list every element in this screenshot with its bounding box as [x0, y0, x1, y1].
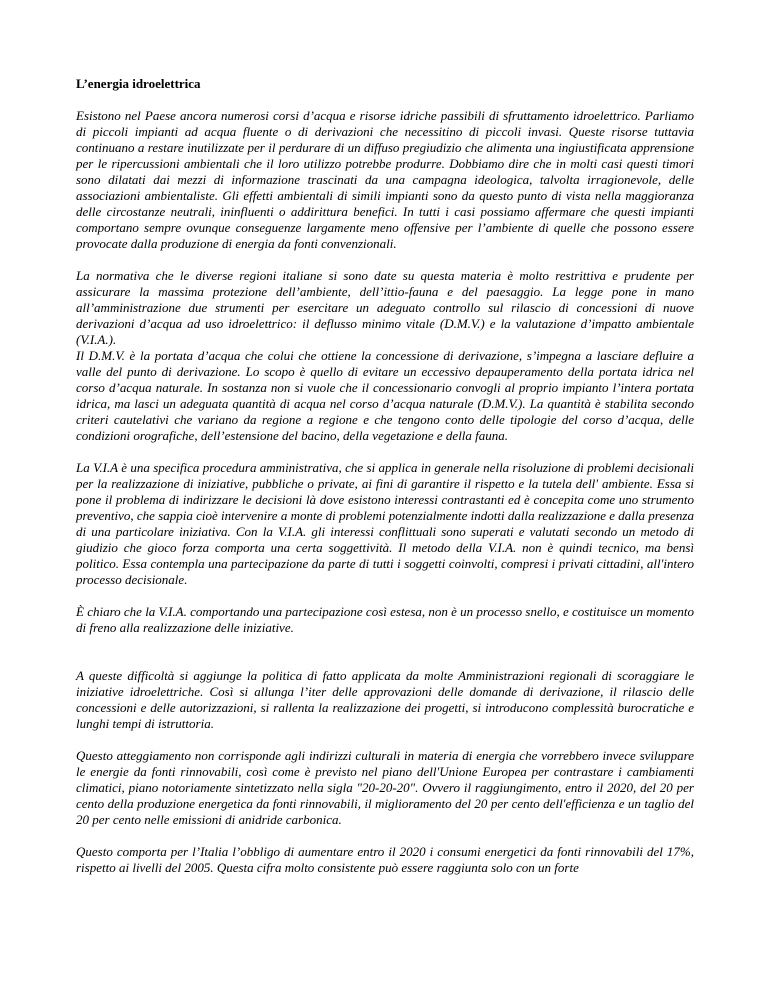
- document-page: [76, 76, 694, 892]
- paragraph-via: La V.I.A è una specifica procedura amministrativa, che si applica in generale nella risoluzione di problemi decisionali per la realizzazione di iniziative, pubbliche o private, ai fini di garantire il rispetto e la tutela dell' ambiente. Essa si pone il problema di indirizzare le decisioni là dove esistono interessi contrastanti ed è concepita come uno strumento preventivo, che sappia cioè intervenire a monte di problemi potenzialmente indotti dalla realizzazione e dalla presenza di una particolare iniziativa. Con la V.I.A. gli interessi conflittuali sono superati e valutati secondo un metodo di giudizio che gioco forza comporta una certa soggettività. Il metodo della V.I.A. non è quindi tecnico, ma bensì politico. Essa contempla una partecipazione da parte di tutti i soggetti coinvolti, compresi i privati cittadini, all'intero processo decisionale.: [76, 460, 694, 587]
- paragraph-atteggiamento: Questo atteggiamento non corrisponde agli indirizzi culturali in materia di energia che vorrebbero invece sviluppare le energie da fonti rinnovabili, così come è previsto nel piano dell'Unione Europea per contrastare i cambiamenti climatici, piano notoriamente sintetizzato nella sigla "20-20-20". Ovvero il raggiungimento, entro il 2020, del 20 per cento della produzione energetica da fonti rinnovabili, il miglioramento del 20 per cento dell'efficienza e un taglio del 20 per cento nelle emissioni di anidride carbonica.: [76, 748, 694, 827]
- paragraph-obbligo: Questo comporta per l’Italia l’obbligo di aumentare entro il 2020 i consumi energetici da fonti rinnovabili del 17%, rispetto ai livelli del 2005. Questa cifra molto consistente può essere raggiunta solo con un forte: [76, 844, 694, 875]
- paragraph-dmv: Il D.M.V. è la portata d’acqua che colui che ottiene la concessione di derivazione, s’impegna a lasciare defluire a valle del punto di derivazione. Lo scopo è quello di evitare un eccessivo depauperamento della portata idrica nel corso d’acqua naturale. In sostanza non si vuole che il concessionario convogli al proprio impianto l’intera portata idrica, ma lasci un adeguata quantità di acqua nel corso d’acqua naturale (D.M.V.). La quantità è stabilita secondo criteri cautelativi che variano da regione a regione e che tengono conto delle tipologie del corso d’acqua, delle condizioni orografiche, dell’estensione del bacino, della vegetazione e della fauna.: [76, 348, 694, 443]
- document-title: L’energia idroelettrica: [76, 76, 201, 91]
- paragraph-intro: Esistono nel Paese ancora numerosi corsi d’acqua e risorse idriche passibili di sfruttamento idroelettrico. Parliamo di piccoli impianti ad acqua fluente o di derivazioni che necessitino di piccoli invasi. Queste risorse tuttavia continuano a restare inutilizzate per il perdurare di un diffuso pregiudizio che alimenta una ingiustificata apprensione per le ripercussioni ambientali che il loro utilizzo potrebbe produrre. Dobbiamo dire che in molti casi questi timori sono dilatati dai mezzi di informazione trascinati da una campagna ideologica, talvolta irragionevole, delle associazioni ambientaliste. Gli effetti ambientali di simili impianti sono da questo punto di vista nella maggioranza delle circostanze neutrali, ininfluenti o addirittura benefici. In tutti i casi possiamo affermare che questi impianti comportano sempre ovunque conseguenze largamente meno offensive per l’ambiente di quelle che possono essere provocate dalla produzione di energia da fonti convenzionali.: [76, 108, 694, 251]
- paragraph-via-note: È chiaro che la V.I.A. comportando una partecipazione così estesa, non è un processo snello, e costituisce un momento di freno alla realizzazione delle iniziative.: [76, 604, 695, 635]
- paragraph-difficolta: A queste difficoltà si aggiunge la politica di fatto applicata da molte Amministrazioni regionali di scoraggiare le iniziative idroelettriche. Così si allunga l’iter delle approvazioni delle domande di derivazione, il rilascio delle concessioni e delle autorizzazioni, si rallenta la realizzazione dei progetti, si introducono complessità burocratiche e lunghi tempi di istruttoria.: [76, 668, 694, 731]
- paragraph-normativa: La normativa che le diverse regioni italiane si sono date su questa materia è molto restrittiva e prudente per assicurare la massima protezione dell’ambiente, dell’ittio-fauna e del paesaggio. La legge pone in mano all’amministrazione due strumenti per esercitare un adeguato controllo sul rilascio di concessioni di nuove derivazioni d’acqua ad uso idroelettrico: il deflusso minimo vitale (D.M.V.) e la valutazione d’impatto ambientale (V.I.A.).: [76, 268, 694, 347]
